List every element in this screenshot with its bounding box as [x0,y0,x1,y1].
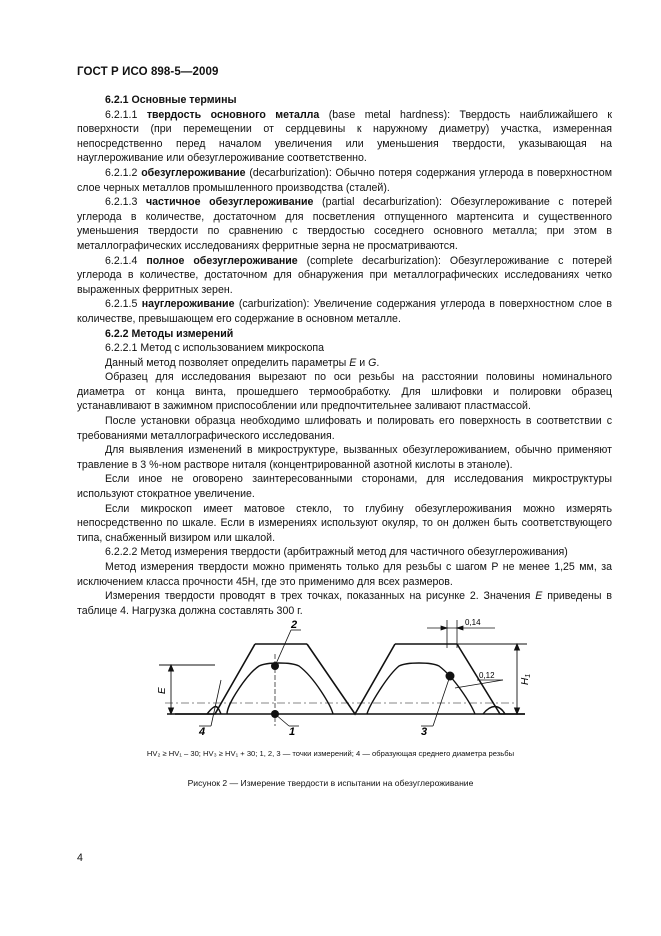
paragraph: Измерения твердости проводят в трех точках, показанных на рисунке 2. Значения E приведены в таблице 4. Нагрузка должна составлять 300 г. [77,590,612,617]
figure-caption: Рисунок 2 — Измерение твердости в испытании на обезуглероживание [187,778,474,788]
figure-note: HV₂ ≥ HV₁ – 30; HV₃ ≥ HV₁ + 30; 1, 2, 3 — точки измерений; 4 — образующая среднего диаметра резьбы [146,749,515,758]
label-h1: $H_1$ [520,673,532,685]
definition-paragraph: 6.2.1.4 полное обезуглероживание (complete decarburization): Обезуглероживание с потерей углерода в количестве, достаточном для обнаружения при металлографических исследованиях четко выраженных ферритных зерен. [77,254,612,296]
thread-profile-figure [155,608,535,738]
paragraph: Метод измерения твердости можно применять только для резьбы с шагом P не менее 1,25 мм, за исключением класса прочности 45H, где это применимо для всех размеров. [77,561,612,588]
section-heading: 6.2.1 Основные термины [105,94,237,106]
label-pitch-line-4: 4 [199,726,206,738]
definition-paragraph: 6.2.1.1 твердость основного металла (base metal hardness): Твердость наиближайшего к поверхности (при перемещении от сердцевины к наружному диаметру) участка, измеренная непосредственно перед началом увеличения или уменьшения твердости, указывающая на науглероживание или обезуглероживание соответственно. [77,108,613,165]
label-point-3: 3 [421,726,428,738]
label-point-1: 1 [289,726,296,738]
paragraph: Если иное не оговорено заинтересованными сторонами, для исследования микроструктуры используют стократное увеличение. [77,473,612,501]
subsection-heading: 6.2.2.2 Метод измерения твердости (арбитражный метод для частичного обезуглероживания) [105,546,568,559]
document-header: ГОСТ Р ИСО 898-5—2009 [77,66,219,78]
definition-paragraph: 6.2.1.5 науглероживание (carburization): Увеличение содержания углерода в поверхностном слое в количестве, превышающем его содержание в основном металле. [77,298,612,325]
paragraph: Данный метод позволяет определить параметры E и G. [105,356,380,369]
label-dim-014: 0,14 [465,618,481,627]
paragraph: Для выявления изменений в микроструктуре, вызванных обезуглероживанием, обычно применяют травление в 3 %-ном растворе ниталя (концентрированной азотной кислоты в этаноле). [77,444,612,471]
definition-paragraph: 6.2.1.3 частичное обезуглероживание (partial decarburization): Обезуглероживание с потерей углерода в количестве, достаточном для посветления отпущенного мартенсита и существенного уменьшения твердости по сравнению с твердостью соседнего основного металла; при этом в металлографических исследованиях ферритные зерна не просматриваются. [77,196,612,252]
thread-profile-diagram [155,608,535,738]
label-point-2: 2 [291,619,298,631]
page-number: 4 [77,852,83,864]
subsection-heading: 6.2.2.1 Метод с использованием микроскопа [105,342,324,355]
document-body [77,93,612,618]
section-heading: 6.2.2 Методы измерений [105,327,234,340]
paragraph: Если микроскоп имеет матовое стекло, то глубину обезуглероживания можно измерять непосредственно по шкале. Если в измерениях используют окуляр, то он должен быть соответствующего типа, снабженный визиром или шкалой. [77,502,612,544]
label-e: E [157,687,168,694]
measurement-points [271,662,455,718]
paragraph: После установки образца необходимо шлифовать и полировать его поверхность в соответствии с требованиями металлографического исследования. [77,415,612,442]
paragraph: Образец для исследования вырезают по оси резьбы на расстоянии половины номинального диаметра от конца винта, прошедшего термообработку. Для шлифовки и полировки образец устанавливают в зажимном приспособлении или предпочтительнее заливают пластмассой. [77,371,612,413]
definition-paragraph: 6.2.1.2 обезуглероживание (decarburization): Обычно потеря содержания углерода в поверхностном слое черных металлов промышленного производства (сталей). [77,166,612,194]
label-dim-012: 0,12 [479,671,495,680]
